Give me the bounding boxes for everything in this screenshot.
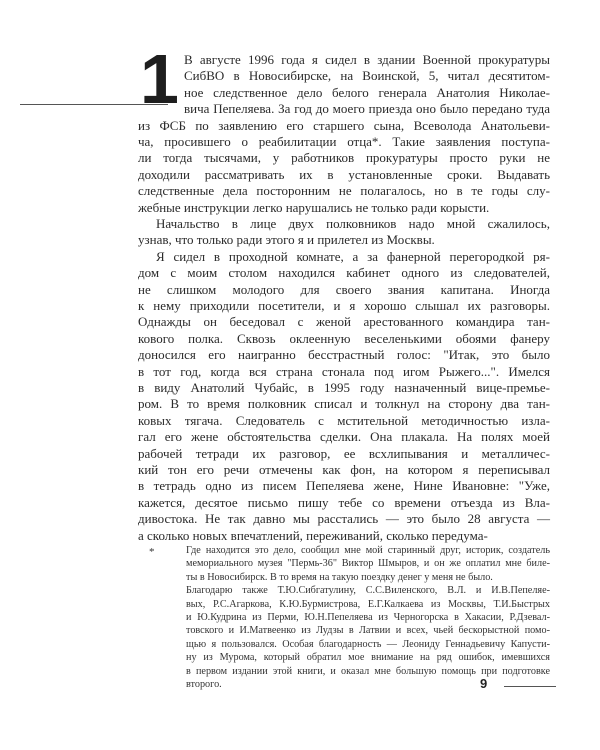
body-line: кий тон его речи отмечены как фон, на котором я переписывал [138, 462, 550, 477]
body-line: кового полка. Сквозь оклеенную веселенькими обоями фанеру [138, 330, 550, 346]
footnote-line: Где находится это дело, сообщил мне мой старинный друг, историк, создатель [186, 545, 550, 556]
body-line: к нему приходили посетители, и я хорошо слышал их разговоры. [138, 298, 550, 313]
footnote-line: мемориального музея "Пермь-36" Виктор Шмыров, и он же оплатил мне биле- [186, 558, 550, 570]
body-line: жебные инструкции легко нарушались не только ради корысти. [138, 199, 490, 215]
body-line: а сколько новых впечатлений, переживаний, сколько передума- [138, 527, 488, 543]
page-number: 9 [480, 676, 488, 691]
body-line: гал его жене обстоятельства сделки. Она плакала. На полях моей [138, 429, 550, 445]
body-line: Я сидел в проходной комнате, а за фанерной перегородкой ря- [156, 248, 550, 264]
footnote-line: щью я пользовался. Особая благодарность — Леониду Геннадьевичу Капусти- [186, 638, 550, 650]
body-line: ча, просившего о реабилитации отца*. Такие заявления поступа- [138, 134, 550, 149]
footnote-marker: * [149, 546, 155, 558]
body-line: в тот год, когда вся страна стонала под игом Рыжего...". Имелся [138, 363, 550, 379]
body-line: следственные дела посторонним не полагалось, но в те годы слу- [138, 183, 550, 199]
body-line: ли тогда тысячами, у работников прокуратуры просто руки не [138, 150, 550, 166]
footnote-line: второго. [186, 679, 222, 690]
body-line: в виду Анатолий Чубайс, в 1995 году назначенный вице-премье- [138, 380, 550, 395]
body-line: кажется, десятое письмо пишу тебе со времени отъезда из Вла- [138, 494, 550, 510]
body-line: СибВО в Новосибирске, на Воинской, 5, читал десятитом- [184, 68, 550, 84]
body-line: В августе 1996 года я сидел в здании Военной прокуратуры [184, 52, 550, 67]
body-line: вича Пепеляева. За год до моего приезда оно было передано туда [184, 101, 550, 117]
body-line: дивостока. Не так давно мы расстались — это было 28 августа — [138, 511, 550, 527]
footnote-line: ну из Мурома, который обратил мое внимание на ряд ошибок, имевшихся [186, 652, 550, 664]
body-line: не слишком молодого для своего звания капитана. Иногда [138, 281, 550, 297]
body-line: доходили рассматривать их в установленные сроки. Выдавать [138, 166, 550, 182]
footnote-line: вых, Р.С.Агаркова, К.Ю.Бурмистрова, Е.Г.Калкаева из Москвы, Т.И.Быстрых [186, 598, 550, 610]
footnote-line: ты в Новосибирск. В то время на такую поездку денег у меня не было. [186, 571, 493, 583]
footnote-line: в первом издании этой книги, и оказал мне большую помощь при подготовке [186, 665, 550, 677]
body-line: узнав, что только ради этого я и прилетел из Москвы. [138, 232, 435, 248]
body-line: Начальство в лице двух полковников надо мной сжалилось, [156, 216, 550, 231]
body-line: ковых тягача. Следователь с мстительной методичностью излa- [138, 412, 550, 428]
body-line: в тетрадь одно из писем Пепеляева жене, Нине Ивановне: "Уже, [138, 478, 550, 494]
body-line: дом с моим столом находился кабинет одного из следователей, [138, 265, 550, 281]
body-line: Однажды он беседовал с женой арестованного командира тан- [138, 314, 550, 330]
body-line: из ФСБ по заявлению его старшего сына, Всеволода Анатольеви- [138, 117, 550, 133]
body-line: ром. В то время полковник списал и толкнул на сторону два тан- [138, 396, 550, 412]
chapter-number: 1 [140, 40, 179, 118]
body-line: рабочей тетради их разговор, ее всхлипывания и металличес- [138, 445, 550, 461]
footer-rule [504, 686, 556, 687]
footnote-line: товского и И.Матвеенко из Лудзы в Латвии и всех, чьей бескорыстной помо- [186, 625, 550, 637]
body-line: ное следственное дело белого генерала Анатолия Николае- [184, 84, 550, 100]
body-line: доносился его наигранно бесстрастный голос: "Итак, это было [138, 347, 550, 363]
footnote-line: и Ю.Кудрина из Перми, Ю.Н.Пепеляева из Черногорска в Хакасии, Р.Дзевал- [186, 612, 550, 623]
footnote-line: Благодарю также Т.Ю.Сибгатулину, С.С.Виленского, В.Л. и И.В.Пепеляе- [186, 585, 550, 597]
